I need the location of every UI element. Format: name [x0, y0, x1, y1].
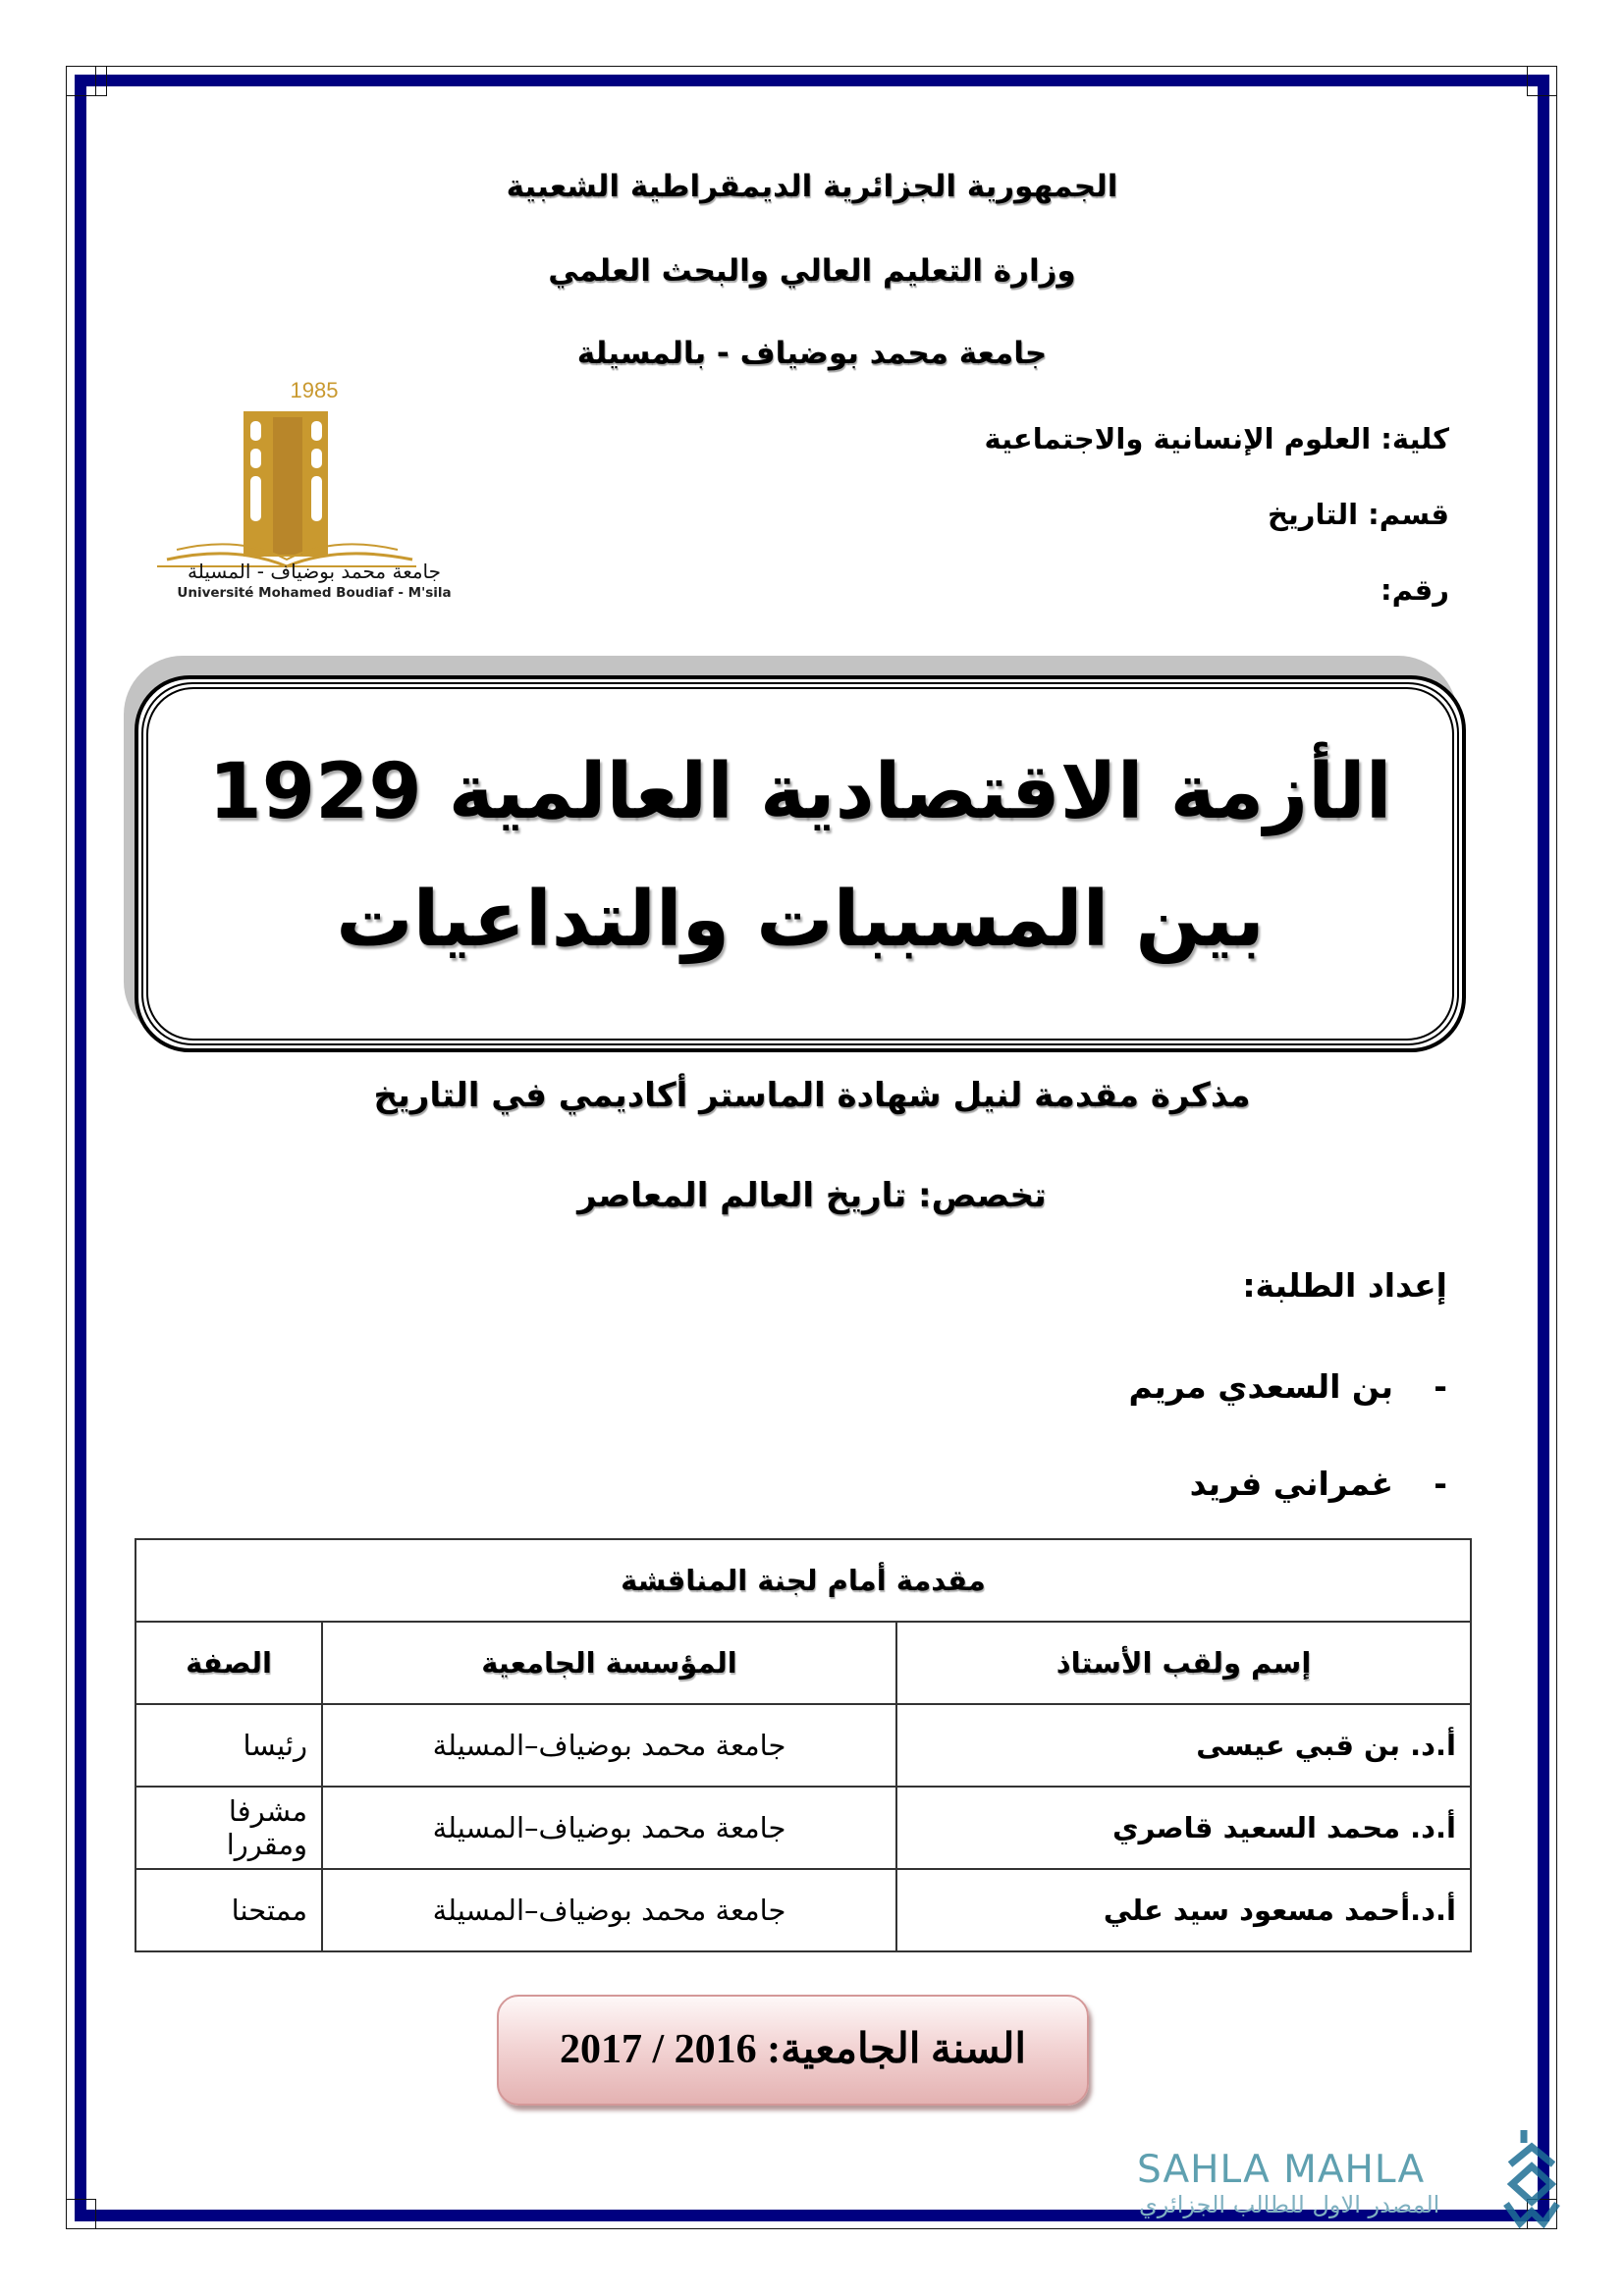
republic-heading: [0, 169, 1624, 204]
academic-year-text: السنة الجامعية: 2016 / 2017: [559, 2027, 1027, 2072]
specialty-statement: تخصص: تاريخ العالم المعاصر: [577, 1176, 1047, 1215]
frame-corner-ornament: [1527, 66, 1557, 96]
table-row: [135, 1869, 1471, 1951]
thesis-title-line-2: بين المسببات والتداعيات: [336, 876, 1265, 964]
jury-member-name: أ.د.أحمد مسعود سيد علي: [896, 1869, 1471, 1951]
ministry-heading-text: وزارة التعليم العالي والبحث العلمي: [548, 253, 1076, 289]
thesis-title-box: [135, 675, 1466, 1052]
jury-header-row: [135, 1622, 1471, 1704]
jury-member-institution: جامعة محمد بوضياف–المسيلة: [322, 1787, 896, 1869]
jury-member-institution: جامعة محمد بوضياف–المسيلة: [322, 1704, 896, 1787]
logo-name-french: Université Mohamed Boudiaf - M'sila: [177, 585, 452, 601]
jury-member-name: أ.د. بن قبي عيسى: [896, 1704, 1471, 1787]
logo-name-arabic: جامعة محمد بوضياف - المسيلة: [187, 560, 442, 583]
table-row: [135, 1704, 1471, 1787]
republic-heading-text: الجمهورية الجزائرية الديمقراطية الشعبية: [506, 169, 1118, 204]
watermark-tagline: المصدر الاول للطالب الجزائري: [1139, 2191, 1440, 2218]
number-label: رقم:: [1380, 573, 1449, 607]
students-label: إعداد الطلبة:: [1242, 1266, 1447, 1305]
student-name: [1128, 1367, 1447, 1406]
column-header-institution: المؤسسة الجامعية: [322, 1622, 896, 1704]
logo-year: 1985: [290, 378, 339, 402]
column-header-name: إسم ولقب الأستاذ: [896, 1622, 1471, 1704]
jury-member-institution: جامعة محمد بوضياف–المسيلة: [322, 1869, 896, 1951]
column-header-role: الصفة: [135, 1622, 322, 1704]
student-name-text: غمراني فريد: [1189, 1465, 1393, 1503]
department-label: قسم: التاريخ: [1268, 498, 1449, 531]
title-box-inner-border: [146, 687, 1454, 1041]
academic-year-box: [497, 1995, 1089, 2106]
student-name-text: بن السعدي مريم: [1128, 1367, 1393, 1406]
watermark-brand: SAHLA MAHLA: [1137, 2148, 1426, 2192]
jury-table: [135, 1538, 1472, 1952]
university-heading: [0, 336, 1624, 371]
university-tower-book-icon: [157, 398, 471, 579]
table-row: [135, 1787, 1471, 1869]
ministry-heading: [0, 253, 1624, 289]
thesis-title-line-1: الأزمة الاقتصادية العالمية 1929: [208, 748, 1392, 836]
faculty-label: كلية: العلوم الإنسانية والاجتماعية: [984, 422, 1449, 455]
degree-statement: مذكرة مقدمة لنيل شهادة الماستر أكاديمي في التاريخ: [373, 1076, 1251, 1115]
list-bullet: -: [1434, 1465, 1447, 1503]
frame-corner-ornament: [66, 2199, 96, 2229]
jury-caption: مقدمة أمام لجنة المناقشة: [135, 1539, 1471, 1622]
jury-member-role: ممتحنا: [135, 1869, 322, 1951]
watermark-calligraphy-icon: [1502, 2125, 1561, 2233]
university-heading-text: جامعة محمد بوضياف - بالمسيلة: [576, 336, 1048, 371]
jury-member-name: أ.د. محمد السعيد قاصري: [896, 1787, 1471, 1869]
list-bullet: -: [1434, 1367, 1447, 1406]
university-logo: [157, 378, 471, 604]
jury-caption-row: [135, 1539, 1471, 1622]
student-name: [1189, 1465, 1447, 1503]
frame-corner-ornament: [77, 66, 107, 96]
jury-member-role: مشرفا ومقررا: [135, 1787, 322, 1869]
jury-member-role: رئيسا: [135, 1704, 322, 1787]
